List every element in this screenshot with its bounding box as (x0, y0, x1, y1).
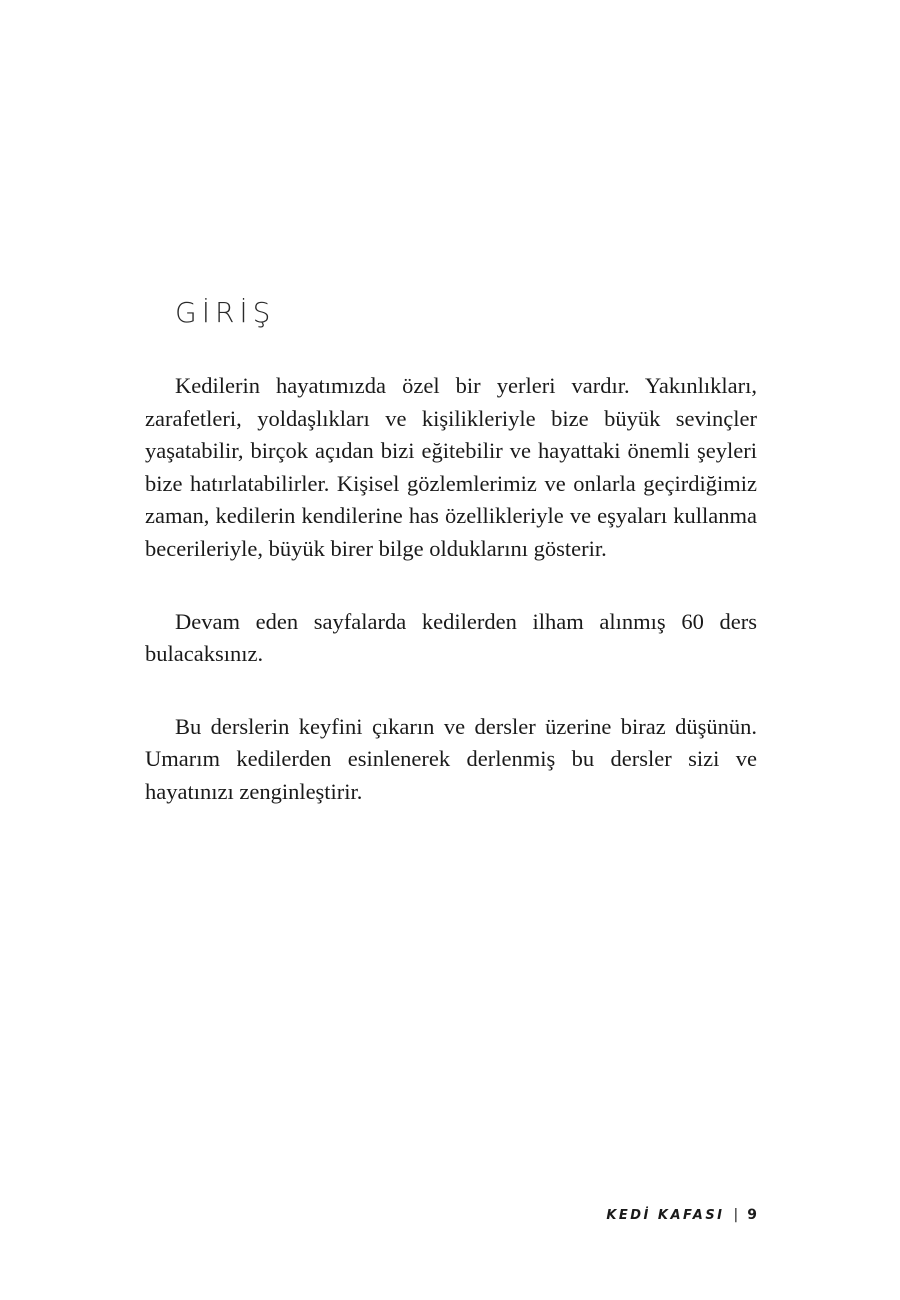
chapter-title: GİRİŞ (175, 296, 276, 329)
paragraph-2: Devam eden sayfalarda kedilerden ilham alınmış 60 ders bulacaksınız. (145, 608, 757, 667)
running-book-title: KEDİ KAFASI (606, 1207, 725, 1223)
page-number: 9 (747, 1207, 757, 1223)
paragraph-1: Kedilerin hayatımızda özel bir yerleri vardır. Yakınlıkları, zarafetleri, yoldaşlıkları ve kişilikleriyle bize büyük sevinçler yaşatabilir, birçok açıdan bizi eğitebilir ve hayattaki önemli şeyleri bize hatırlatabilirler. Kişisel gözlemlerimiz ve onlarla geçirdiğimiz zaman, kedilerin kendilerine has özellikleriyle ve eşyaları kullanma becerileriyle, büyük birer bilge olduklarını gösterir. (145, 373, 757, 561)
footer-separator: | (733, 1207, 739, 1223)
page-footer (606, 1207, 757, 1223)
chapter-body (145, 370, 757, 849)
paragraph-3: Bu derslerin keyfini çıkarın ve dersler üzerine biraz düşünün. Umarım kedilerden esinlenerek derlenmiş bu dersler sizi ve hayatınızı zenginleştirir. (145, 713, 757, 804)
